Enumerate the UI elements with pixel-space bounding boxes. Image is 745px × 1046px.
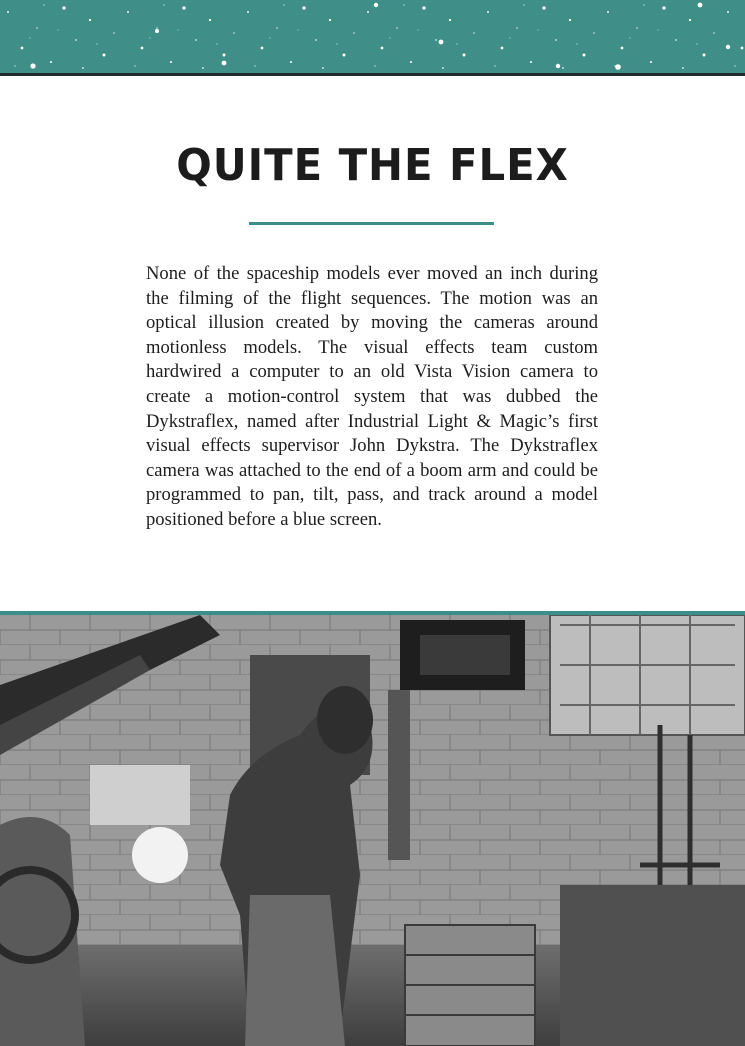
title-underline [249, 222, 494, 225]
starfield-banner [0, 0, 745, 74]
photo-illustration [0, 615, 745, 1046]
body-paragraph: None of the spaceship models ever moved an inch during the filming of the flight sequences. The motion was an optical illusion created by moving the cameras around motionless models. The visual effects team custom hardwired a computer to an old Vista Vision camera to create a motion-control system that was dubbed the Dykstraflex, named after Industrial Light & Magic’s first visual effects supervisor John Dykstra. The Dykstraflex camera was attached to the end of a boom arm and could be programmed to pan, tilt, pass, and track around a model positioned before a blue screen. [146, 263, 598, 530]
banner-bottom-rule [0, 73, 745, 76]
behind-the-scenes-photo [0, 615, 745, 1046]
starfield-pattern [0, 0, 745, 74]
page-title: QUITE THE FLEX [176, 140, 569, 191]
